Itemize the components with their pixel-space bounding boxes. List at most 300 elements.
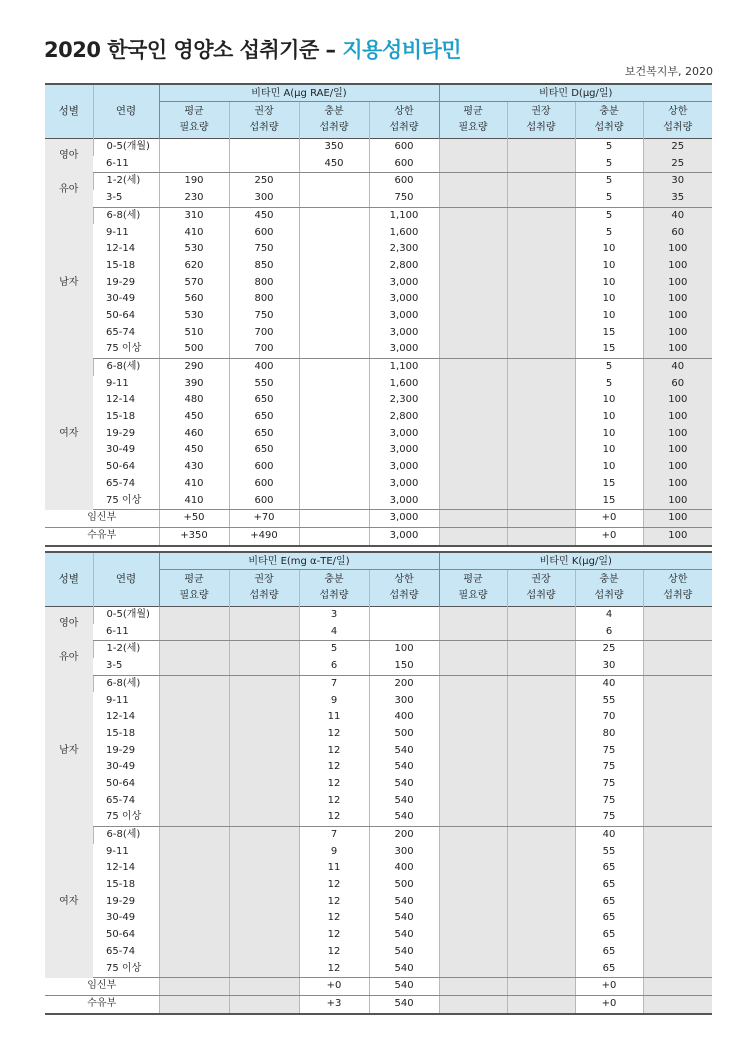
age-cell: 1-2(세) [93,641,159,658]
header-ai: 충분 섭취량 [299,570,369,607]
table-row [45,675,712,692]
table-row [45,894,712,911]
header-ul: 상한 섭취량 [369,570,439,607]
value-cell [229,156,299,173]
value-cell [507,877,575,894]
value-cell: 600 [369,139,439,156]
value-cell: 600 [229,459,299,476]
value-cell: 450 [299,156,369,173]
value-cell: 100 [643,325,712,342]
header-ear: 평균 필요량 [159,570,229,607]
vitamin-a-d-table [45,83,712,547]
value-cell [643,607,712,624]
value-cell: 65 [575,860,643,877]
value-cell [439,358,507,375]
age-cell: 50-64 [93,459,159,476]
value-cell [299,275,369,292]
sex-group-label: 남자 [45,675,93,826]
value-cell: 1,100 [369,358,439,375]
value-cell: 1,100 [369,207,439,224]
age-cell: 6-8(세) [93,675,159,692]
value-cell [439,709,507,726]
value-cell [299,173,369,190]
table-row [45,877,712,894]
value-cell: 100 [643,409,712,426]
value-cell: 10 [575,392,643,409]
value-cell: 55 [575,692,643,709]
value-cell: 100 [643,275,712,292]
value-cell [229,139,299,156]
header-rni: 권장 섭취량 [507,570,575,607]
value-cell: 100 [643,291,712,308]
value-cell [507,709,575,726]
value-cell [507,658,575,675]
value-cell [229,726,299,743]
age-cell: 30-49 [93,442,159,459]
value-cell [229,978,299,996]
value-cell [299,358,369,375]
value-cell [299,190,369,207]
value-cell [439,658,507,675]
value-cell: 6 [575,624,643,641]
value-cell [229,743,299,760]
age-cell: 65-74 [93,793,159,810]
value-cell [643,960,712,977]
table-row [45,641,712,658]
value-cell: 10 [575,409,643,426]
value-cell: 3,000 [369,527,439,545]
value-cell: 650 [229,426,299,443]
value-cell: 300 [229,190,299,207]
value-cell: 3 [299,607,369,624]
value-cell [507,241,575,258]
table-row [45,793,712,810]
value-cell: 650 [229,409,299,426]
header-age: 연령 [93,84,159,139]
value-cell: +70 [229,510,299,528]
value-cell [229,995,299,1013]
value-cell [439,978,507,996]
age-cell: 6-8(세) [93,826,159,843]
value-cell [159,776,229,793]
value-cell [507,291,575,308]
age-cell: 65-74 [93,325,159,342]
value-cell: 40 [575,826,643,843]
value-cell [439,442,507,459]
table-row [45,527,712,545]
value-cell [299,426,369,443]
value-cell [229,927,299,944]
age-cell: 0-5(개월) [93,139,159,156]
value-cell: 60 [643,224,712,241]
age-cell: 30-49 [93,910,159,927]
value-cell [439,275,507,292]
value-cell: 400 [229,358,299,375]
value-cell [229,844,299,861]
table-row [45,308,712,325]
value-cell [439,492,507,509]
value-cell [159,139,229,156]
value-cell: 540 [369,910,439,927]
value-cell: 5 [575,139,643,156]
table-row [45,376,712,393]
value-cell: 55 [575,844,643,861]
value-cell: 560 [159,291,229,308]
special-group-label: 수유부 [45,527,159,545]
value-cell: 750 [229,241,299,258]
value-cell: 6 [299,658,369,675]
value-cell [159,624,229,641]
header-ul: 상한 섭취량 [643,102,712,139]
value-cell [229,675,299,692]
value-cell [299,308,369,325]
age-cell: 3-5 [93,190,159,207]
value-cell: 12 [299,776,369,793]
value-cell [507,376,575,393]
table-row [45,995,712,1013]
age-cell: 12-14 [93,241,159,258]
age-cell: 75 이상 [93,341,159,358]
table-row [45,224,712,241]
header-sex: 성별 [45,84,93,139]
value-cell [439,877,507,894]
sex-group-label: 영아 [45,607,93,641]
age-cell: 30-49 [93,759,159,776]
value-cell: 3,000 [369,341,439,358]
value-cell: 390 [159,376,229,393]
age-cell: 9-11 [93,376,159,393]
value-cell [643,860,712,877]
source-note: 보건복지부, 2020 [624,65,713,78]
value-cell [159,641,229,658]
value-cell [507,341,575,358]
value-cell [159,860,229,877]
value-cell [159,743,229,760]
special-group-label: 수유부 [45,995,159,1013]
value-cell: 80 [575,726,643,743]
value-cell [299,492,369,509]
value-cell: 540 [369,894,439,911]
value-cell [643,910,712,927]
value-cell [439,325,507,342]
value-cell: 15 [575,492,643,509]
age-cell: 12-14 [93,860,159,877]
value-cell [439,776,507,793]
table-row [45,826,712,843]
value-cell [159,910,229,927]
value-cell [439,376,507,393]
value-cell [229,641,299,658]
header-ul: 상한 섭취량 [643,570,712,607]
value-cell [643,709,712,726]
value-cell: 570 [159,275,229,292]
value-cell: 100 [643,241,712,258]
value-cell: 100 [643,459,712,476]
value-cell [507,409,575,426]
value-cell: 9 [299,844,369,861]
value-cell [159,960,229,977]
value-cell: 3,000 [369,476,439,493]
table-row [45,944,712,961]
value-cell: 7 [299,826,369,843]
age-cell: 15-18 [93,409,159,426]
value-cell [507,492,575,509]
value-cell: +0 [299,978,369,996]
value-cell: 2,300 [369,241,439,258]
value-cell [299,341,369,358]
value-cell [439,291,507,308]
age-cell: 65-74 [93,476,159,493]
value-cell [439,426,507,443]
age-cell: 19-29 [93,894,159,911]
value-cell: 750 [369,190,439,207]
age-cell: 15-18 [93,726,159,743]
value-cell [229,826,299,843]
value-cell: 3,000 [369,275,439,292]
value-cell: 540 [369,759,439,776]
table-row [45,173,712,190]
value-cell: 5 [575,358,643,375]
value-cell [229,709,299,726]
value-cell: 750 [229,308,299,325]
value-cell [643,641,712,658]
value-cell: 12 [299,809,369,826]
value-cell [439,995,507,1013]
value-cell [507,207,575,224]
table-row [45,291,712,308]
page-title: 2020 한국인 영양소 섭취기준 – 지용성비타민 [44,38,462,62]
value-cell: 5 [575,190,643,207]
table-row [45,442,712,459]
value-cell: 550 [229,376,299,393]
value-cell [439,759,507,776]
table-row [45,459,712,476]
value-cell [439,692,507,709]
value-cell [299,376,369,393]
value-cell [507,527,575,545]
value-cell: 540 [369,944,439,961]
value-cell: 2,300 [369,392,439,409]
age-cell: 1-2(세) [93,173,159,190]
value-cell [439,860,507,877]
value-cell: 10 [575,275,643,292]
value-cell [439,844,507,861]
value-cell [229,793,299,810]
value-cell: +490 [229,527,299,545]
table-row [45,156,712,173]
value-cell: 10 [575,459,643,476]
value-cell [507,844,575,861]
value-cell [439,241,507,258]
value-cell [507,190,575,207]
table-row [45,409,712,426]
value-cell: 190 [159,173,229,190]
value-cell: 100 [369,641,439,658]
value-cell: 540 [369,995,439,1013]
value-cell: +0 [575,995,643,1013]
vitamin-e-k-table [45,551,712,1015]
value-cell [439,258,507,275]
age-cell: 30-49 [93,291,159,308]
value-cell [439,341,507,358]
value-cell: 25 [575,641,643,658]
value-cell: 12 [299,793,369,810]
value-cell [507,426,575,443]
value-cell: 2,800 [369,409,439,426]
value-cell [159,658,229,675]
table-row [45,492,712,509]
value-cell [643,809,712,826]
header-ear: 평균 필요량 [439,102,507,139]
value-cell: 12 [299,726,369,743]
value-cell [229,960,299,977]
value-cell [507,459,575,476]
value-cell [507,927,575,944]
value-cell [507,776,575,793]
value-cell [439,409,507,426]
value-cell [159,978,229,996]
value-cell: 500 [369,726,439,743]
table-row [45,358,712,375]
value-cell [229,776,299,793]
value-cell: 600 [229,492,299,509]
header-rni: 권장 섭취량 [229,570,299,607]
value-cell: 12 [299,743,369,760]
value-cell [439,624,507,641]
value-cell: 500 [369,877,439,894]
value-cell [159,995,229,1013]
value-cell: 11 [299,709,369,726]
value-cell: +0 [575,978,643,996]
value-cell: 100 [643,392,712,409]
value-cell: 600 [229,476,299,493]
value-cell: 530 [159,308,229,325]
value-cell: 400 [369,860,439,877]
value-cell: 5 [575,156,643,173]
value-cell: 600 [229,224,299,241]
value-cell [507,826,575,843]
value-cell [507,510,575,528]
table-row [45,759,712,776]
value-cell: +3 [299,995,369,1013]
value-cell [507,358,575,375]
value-cell [507,793,575,810]
value-cell [159,944,229,961]
value-cell: 7 [299,675,369,692]
table-row [45,809,712,826]
value-cell: 700 [229,325,299,342]
value-cell: 75 [575,759,643,776]
age-cell: 6-11 [93,624,159,641]
value-cell: 65 [575,944,643,961]
age-cell: 75 이상 [93,809,159,826]
value-cell: 100 [643,442,712,459]
value-cell: 300 [369,692,439,709]
age-cell: 50-64 [93,308,159,325]
value-cell [439,224,507,241]
sex-group-label: 유아 [45,173,93,207]
header-ul: 상한 섭취량 [369,102,439,139]
value-cell [299,510,369,528]
value-cell [507,995,575,1013]
value-cell [229,944,299,961]
value-cell: 75 [575,776,643,793]
value-cell [439,743,507,760]
table-row [45,709,712,726]
value-cell [299,224,369,241]
value-cell [439,476,507,493]
value-cell [507,392,575,409]
table-row [45,910,712,927]
value-cell: 650 [229,442,299,459]
value-cell: 5 [575,207,643,224]
table-row [45,341,712,358]
value-cell [299,325,369,342]
value-cell: 60 [643,376,712,393]
value-cell [439,308,507,325]
header-ai: 충분 섭취량 [575,570,643,607]
value-cell: 12 [299,759,369,776]
value-cell: 15 [575,341,643,358]
value-cell [439,675,507,692]
value-cell [507,442,575,459]
value-cell [643,978,712,996]
value-cell [439,190,507,207]
value-cell [159,156,229,173]
value-cell: 350 [299,139,369,156]
header-vitamin-d: 비타민 D(μg/일) [439,84,712,102]
value-cell [507,978,575,996]
table-row [45,624,712,641]
value-cell: +0 [575,510,643,528]
value-cell [159,877,229,894]
table-row [45,860,712,877]
value-cell: 540 [369,927,439,944]
value-cell [507,624,575,641]
value-cell [159,844,229,861]
value-cell [643,726,712,743]
value-cell: 400 [369,709,439,726]
value-cell [507,692,575,709]
table-row [45,960,712,977]
value-cell: 150 [369,658,439,675]
value-cell: 410 [159,492,229,509]
value-cell: 250 [229,173,299,190]
special-group-label: 임신부 [45,978,159,996]
header-vitamin-e: 비타민 E(mg α-TE/일) [159,552,439,570]
page-title-highlight: 지용성비타민 [342,38,462,62]
value-cell [439,392,507,409]
value-cell: 200 [369,826,439,843]
value-cell: 25 [643,139,712,156]
value-cell: 450 [159,409,229,426]
value-cell [439,726,507,743]
sex-group-label: 유아 [45,641,93,675]
value-cell: 100 [643,527,712,545]
value-cell [643,793,712,810]
value-cell: 65 [575,927,643,944]
age-cell: 9-11 [93,224,159,241]
header-ai: 충분 섭취량 [575,102,643,139]
sex-group-label: 남자 [45,207,93,358]
value-cell: 100 [643,341,712,358]
value-cell [507,156,575,173]
table-row [45,241,712,258]
value-cell [159,927,229,944]
value-cell [229,658,299,675]
table-row [45,607,712,624]
value-cell [439,641,507,658]
